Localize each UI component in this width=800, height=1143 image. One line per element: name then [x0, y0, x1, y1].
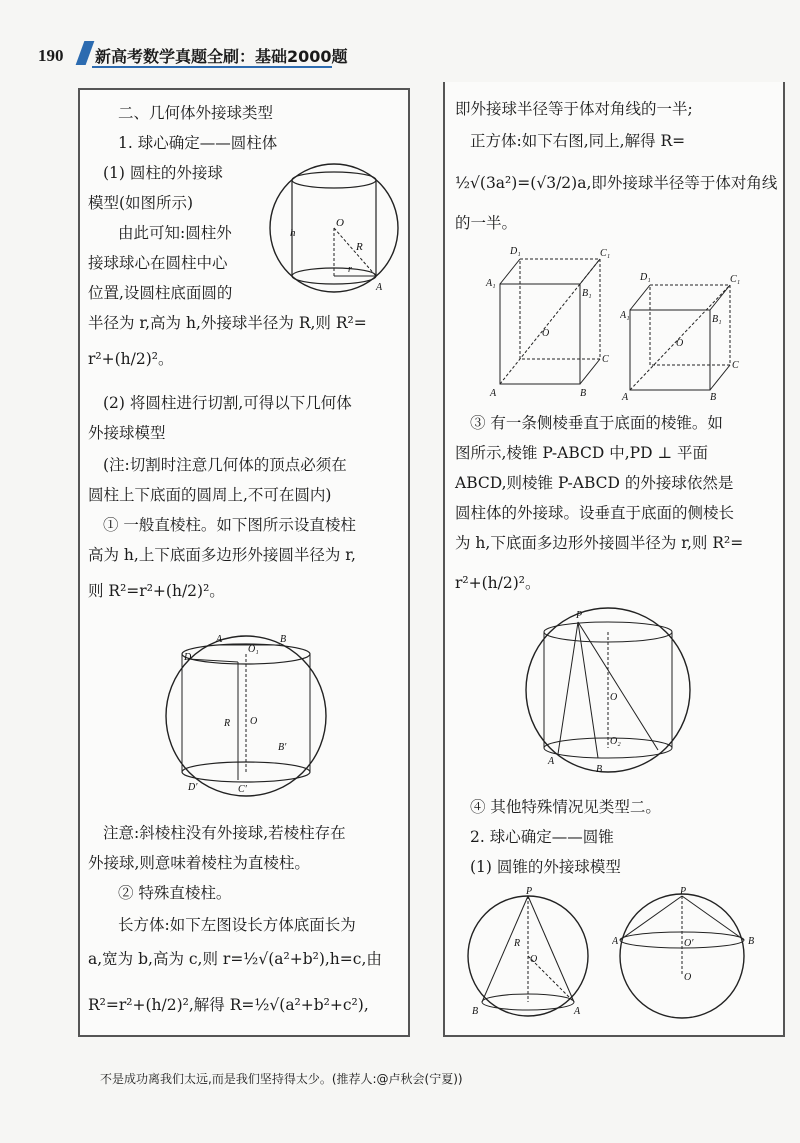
svg-text:O: O	[336, 217, 344, 229]
svg-text:O: O	[542, 328, 550, 339]
svg-text:B₁: B₁	[712, 314, 722, 325]
svg-text:D₁: D₁	[640, 272, 651, 283]
svg-text:r: r	[348, 264, 352, 275]
prism-sphere-figure	[158, 632, 334, 800]
page-number: 190	[38, 46, 64, 65]
formula-line: a,宽为 b,高为 c,则 r=½√(a²+b²),h=c,由	[88, 950, 382, 968]
svg-text:A: A	[490, 388, 497, 399]
svg-text:R: R	[514, 938, 521, 949]
subsection-heading: 2. 球心确定——圆锥	[470, 828, 614, 846]
cylinder-sphere-figure	[268, 158, 400, 298]
svg-text:A₁: A₁	[620, 310, 630, 321]
svg-text:C: C	[602, 354, 609, 365]
formula-line: 则 R²=r²+(h/2)²。	[88, 582, 225, 600]
svg-text:R: R	[224, 718, 231, 729]
formula-line: ½√(3a²)=(√3/2)a,即外接球半径等于体对角线	[455, 174, 778, 192]
svg-text:C₁: C₁	[600, 248, 610, 259]
subsection-heading: 1. 球心确定——圆柱体	[118, 134, 278, 152]
svg-text:A: A	[548, 756, 555, 767]
svg-text:A: A	[622, 392, 629, 400]
svg-text:D₁: D₁	[510, 246, 521, 257]
note-line: (注:切割时注意几何体的顶点必须在	[103, 456, 347, 474]
footer-quote: 不是成功离我们太远,而是我们坚持得太少。(推荐人:@卢秋会(宁夏))	[100, 1072, 463, 1086]
svg-text:P: P	[680, 886, 687, 897]
svg-text:A: A	[216, 634, 223, 645]
text-line: (2) 将圆柱进行切割,可得以下几何体	[103, 394, 352, 412]
svg-text:O: O	[676, 338, 684, 349]
text-line: ③ 有一条侧棱垂直于底面的棱锥。如	[470, 414, 723, 432]
svg-text:B: B	[710, 392, 717, 400]
text-line: (1) 圆柱的外接球	[103, 164, 223, 182]
svg-text:O₁: O₁	[248, 644, 259, 655]
svg-text:h: h	[290, 227, 296, 239]
header-underline	[92, 66, 332, 68]
formula-line: R²=r²+(h/2)²,解得 R=½√(a²+b²+c²),	[88, 996, 369, 1014]
text-line: 接球球心在圆柱中心	[88, 254, 228, 272]
text-line: 为 h,下底面多边形外接圆半径为 r,则 R²=	[455, 534, 744, 552]
svg-text:B: B	[580, 388, 587, 399]
pyramid-sphere-figure	[518, 604, 698, 776]
svg-text:D′: D′	[188, 782, 198, 793]
svg-text:A: A	[612, 936, 619, 947]
svg-text:B: B	[596, 764, 603, 775]
svg-text:B: B	[280, 634, 287, 645]
svg-text:O: O	[684, 972, 692, 983]
svg-text:P: P	[526, 886, 533, 897]
svg-text:O: O	[250, 716, 258, 727]
text-line: (1) 圆锥的外接球模型	[470, 858, 621, 876]
text-line: 半径为 r,高为 h,外接球半径为 R,则 R²=	[88, 314, 367, 332]
section-heading: 二、几何体外接球类型	[118, 104, 274, 122]
text-line: ABCD,则棱锥 P-ABCD 的外接球依然是	[455, 474, 734, 492]
note-line: 圆柱上下底面的圆周上,不可在圆内)	[88, 486, 332, 504]
text-line: 长方体:如下左图设长方体底面长为	[118, 916, 356, 934]
text-line: 高为 h,上下底面多边形外接圆半径为 r,	[88, 546, 356, 564]
text-line: 即外接球半径等于体对角线的一半;	[455, 100, 693, 118]
text-line: 图所示,棱锥 P-ABCD 中,PD ⊥ 平面	[455, 444, 708, 462]
text-line: ① 一般直棱柱。如下图所示设直棱柱	[103, 516, 356, 534]
text-line: 的一半。	[455, 214, 518, 232]
svg-text:O: O	[610, 692, 618, 703]
svg-text:A: A	[574, 1006, 581, 1017]
svg-text:C′: C′	[238, 784, 247, 795]
svg-text:C₁: C₁	[730, 274, 741, 285]
svg-text:D: D	[184, 652, 192, 663]
cuboid-figure	[480, 244, 610, 400]
text-line: 模型(如图所示)	[88, 194, 194, 212]
svg-text:O′: O′	[684, 938, 694, 949]
text-line: 圆柱体的外接球。设垂直于底面的侧棱长	[455, 504, 735, 522]
svg-text:P: P	[576, 610, 583, 621]
cone-sphere-figure-left	[466, 884, 590, 1024]
book-title: 新高考数学真题全刷：基础2000题	[95, 47, 348, 66]
svg-text:B: B	[472, 1006, 479, 1017]
text-line: ④ 其他特殊情况见类型二。	[470, 798, 661, 816]
formula-line: r²+(h/2)²。	[88, 350, 174, 368]
svg-text:B: B	[748, 936, 755, 947]
text-line: 注意:斜棱柱没有外接球,若棱柱存在	[103, 824, 346, 842]
text-line: 位置,设圆柱底面圆的	[88, 284, 233, 302]
header-accent-bar	[76, 41, 95, 65]
text-line: 外接球,则意味着棱柱为直棱柱。	[88, 854, 310, 872]
text-line: ② 特殊直棱柱。	[118, 884, 232, 902]
svg-text:B₁: B₁	[582, 288, 592, 299]
svg-text:O₂: O₂	[610, 736, 621, 747]
svg-text:R: R	[356, 241, 363, 253]
svg-text:A₁: A₁	[486, 278, 496, 289]
svg-text:A: A	[376, 282, 383, 293]
cone-sphere-figure-right	[612, 884, 762, 1024]
formula-line: r²+(h/2)²。	[455, 574, 541, 592]
text-line: 由此可知:圆柱外	[118, 224, 232, 242]
cube-figure	[620, 270, 760, 400]
svg-text:B′: B′	[278, 742, 287, 753]
text-line: 正方体:如下右图,同上,解得 R=	[470, 132, 686, 150]
svg-text:C: C	[732, 360, 739, 371]
text-line: 外接球模型	[88, 424, 166, 442]
svg-text:O: O	[530, 954, 538, 965]
